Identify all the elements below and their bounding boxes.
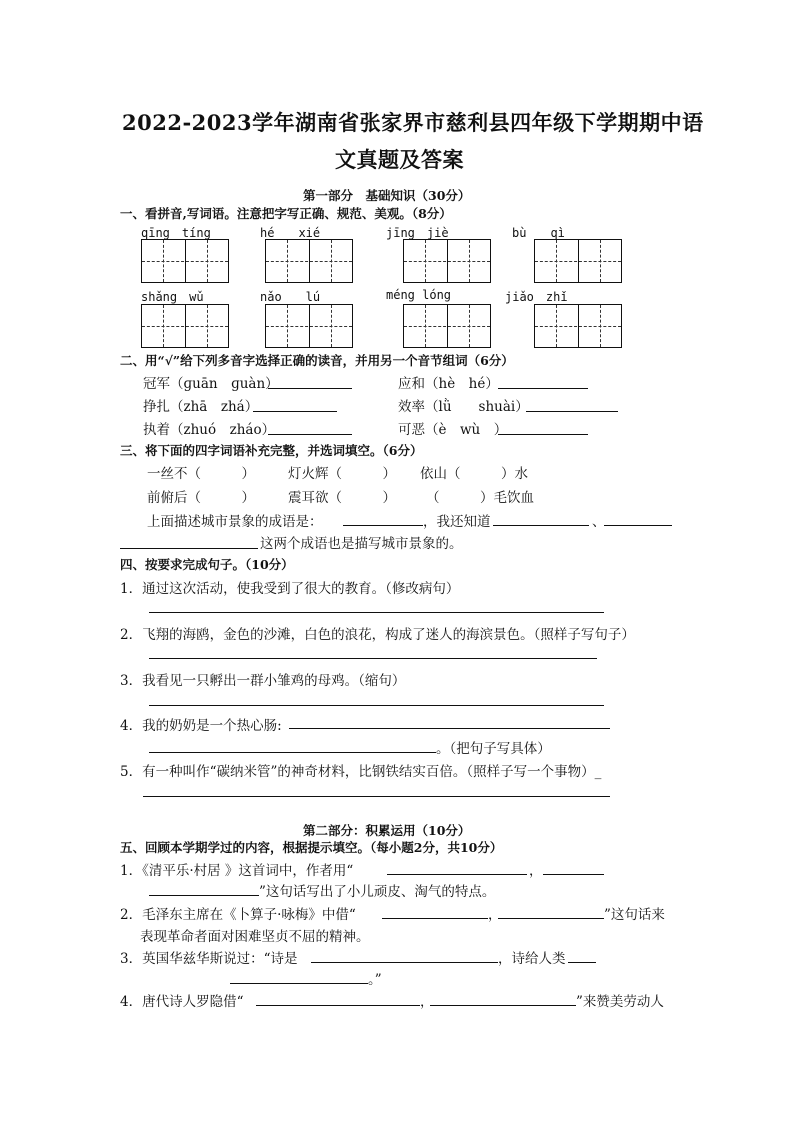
idiom-blank: 一丝不（ ） [147, 466, 255, 482]
answer-line[interactable] [430, 1005, 576, 1006]
answer-line[interactable] [120, 548, 258, 549]
q5-item-4: ， [420, 994, 434, 1010]
q5-item-1: ， [529, 863, 543, 879]
answer-line[interactable] [253, 411, 337, 412]
writing-grid[interactable] [534, 304, 622, 348]
pinyin-5: shǎng wǔ [141, 290, 204, 304]
q5-item-2: ”这句话来 [604, 907, 665, 923]
idiom-blank: （ ）毛饮血 [426, 490, 534, 506]
answer-line[interactable] [149, 658, 597, 659]
q2-item: 挣扎（zhā zhá） [143, 399, 259, 415]
answer-line[interactable] [493, 525, 589, 526]
q4-item-4-suffix: 。（把句子写具体） [436, 741, 551, 757]
answer-line[interactable] [143, 796, 610, 797]
q2-heading: 二、用“√”给下列多音字选择正确的读音，并用另一个音节组词（6分） [120, 353, 514, 368]
answer-line[interactable] [289, 728, 610, 729]
q4-item-3: 3．我看见一只孵出一群小雏鸡的母鸡。（缩句） [120, 673, 406, 689]
q5-item-2: ， [488, 907, 502, 923]
q5-item-2: 表现革命者面对困难坚贞不屈的精神。 [140, 929, 370, 945]
pinyin-7: méng lóng [386, 288, 452, 302]
answer-line[interactable] [311, 962, 498, 963]
pinyin-4: bù qì [512, 226, 565, 240]
q3-fill-text: 、 [592, 514, 606, 530]
answer-line[interactable] [543, 874, 604, 875]
pinyin-2: hé xié [260, 226, 321, 240]
q2-item: 应和（hè hé） [398, 376, 499, 392]
answer-line[interactable] [149, 612, 604, 613]
part2-heading: 第二部分：积累运用（10分） [303, 823, 471, 838]
pinyin-3: jīng jiè [386, 226, 449, 240]
q5-item-2: 2．毛泽东主席在《卜算子·咏梅》中借“ [120, 907, 356, 923]
answer-line[interactable] [268, 388, 352, 389]
q5-item-4: 4．唐代诗人罗隐借“ [120, 994, 244, 1010]
writing-grid[interactable] [265, 239, 353, 283]
q5-item-3: 。” [368, 972, 382, 988]
pinyin-6: nǎo lú [260, 290, 321, 304]
q3-heading: 三、将下面的四字词语补充完整，并选词填空。（6分） [120, 443, 423, 458]
answer-line[interactable] [149, 895, 259, 896]
writing-grid[interactable] [141, 304, 229, 348]
pinyin-8: jiǎo zhǐ [505, 290, 568, 304]
idiom-blank: 依山（ ）水 [420, 466, 528, 482]
q5-heading: 五、回顾本学期学过的内容，根据提示填空。（每小题2分，共10分） [120, 840, 503, 855]
q5-item-3: ，诗给人类 [498, 951, 566, 967]
q5-item-1: ”这句话写出了小儿顽皮、淘气的特点。 [259, 884, 496, 900]
q4-heading: 四、按要求完成句子。（10分） [120, 557, 294, 572]
q4-item-4: 4．我的奶奶是一个热心肠: [120, 718, 282, 734]
q2-item: 可恶（è wù ） [398, 422, 508, 438]
q2-item: 执着（zhuó zháo） [143, 422, 276, 438]
answer-line[interactable] [149, 705, 604, 706]
answer-line[interactable] [268, 434, 352, 435]
q2-item: 效率（lǜ shuài） [398, 399, 529, 415]
idiom-blank: 震耳欲（ ） [288, 490, 396, 506]
answer-line[interactable] [230, 983, 368, 984]
q5-item-1: 1．《清平乐·村居 》这首词中，作者用“ [120, 863, 354, 879]
idiom-blank: 灯火辉（ ） [288, 466, 396, 482]
title-line-1: 2022-2023学年湖南省张家界市慈利县四年级下学期期中语 [122, 110, 704, 135]
writing-grid[interactable] [265, 304, 353, 348]
answer-line[interactable] [256, 1005, 420, 1006]
answer-line[interactable] [382, 918, 488, 919]
pinyin-1: qīng tíng [141, 226, 211, 240]
answer-line[interactable] [498, 388, 588, 389]
answer-line[interactable] [387, 874, 527, 875]
q4-item-5: 5．有一种叫作“碳纳米管”的神奇材料，比钢铁结实百倍。（照样子写一个事物）_ [120, 764, 602, 780]
writing-grid[interactable] [141, 239, 229, 283]
idiom-blank: 前俯后（ ） [147, 490, 255, 506]
title-line-2: 文真题及答案 [335, 147, 464, 172]
answer-line[interactable] [568, 962, 596, 963]
part1-heading: 第一部分 基础知识（30分） [303, 188, 471, 203]
answer-line[interactable] [343, 525, 423, 526]
answer-line[interactable] [498, 434, 588, 435]
q5-item-3: 3．英国华兹华斯说过：“诗是 [120, 951, 298, 967]
writing-grid[interactable] [403, 239, 491, 283]
writing-grid[interactable] [534, 239, 622, 283]
answer-line[interactable] [604, 525, 672, 526]
q3-fill-text: 这两个成语也是描写城市景象的。 [260, 536, 463, 552]
q4-item-2: 2．飞翔的海鸥，金色的沙滩，白色的浪花，构成了迷人的海滨景色。（照样子写句子） [120, 627, 635, 643]
q2-item: 冠军（ɡuān ɡuàn） [143, 376, 279, 392]
answer-line[interactable] [498, 918, 604, 919]
answer-line[interactable] [526, 411, 618, 412]
q4-item-1: 1．通过这次活动，使我受到了很大的教育。（修改病句） [120, 581, 460, 597]
q5-item-4: ”来赞美劳动人 [576, 994, 664, 1010]
writing-grid[interactable] [403, 304, 491, 348]
q3-fill-text: ，我还知道 [423, 514, 491, 530]
answer-line[interactable] [149, 752, 436, 753]
q3-fill-text: 上面描述城市景象的成语是： [147, 514, 323, 530]
q1-heading: 一、看拼音,写词语。注意把字写正确、规范、美观。（8分） [120, 206, 452, 221]
